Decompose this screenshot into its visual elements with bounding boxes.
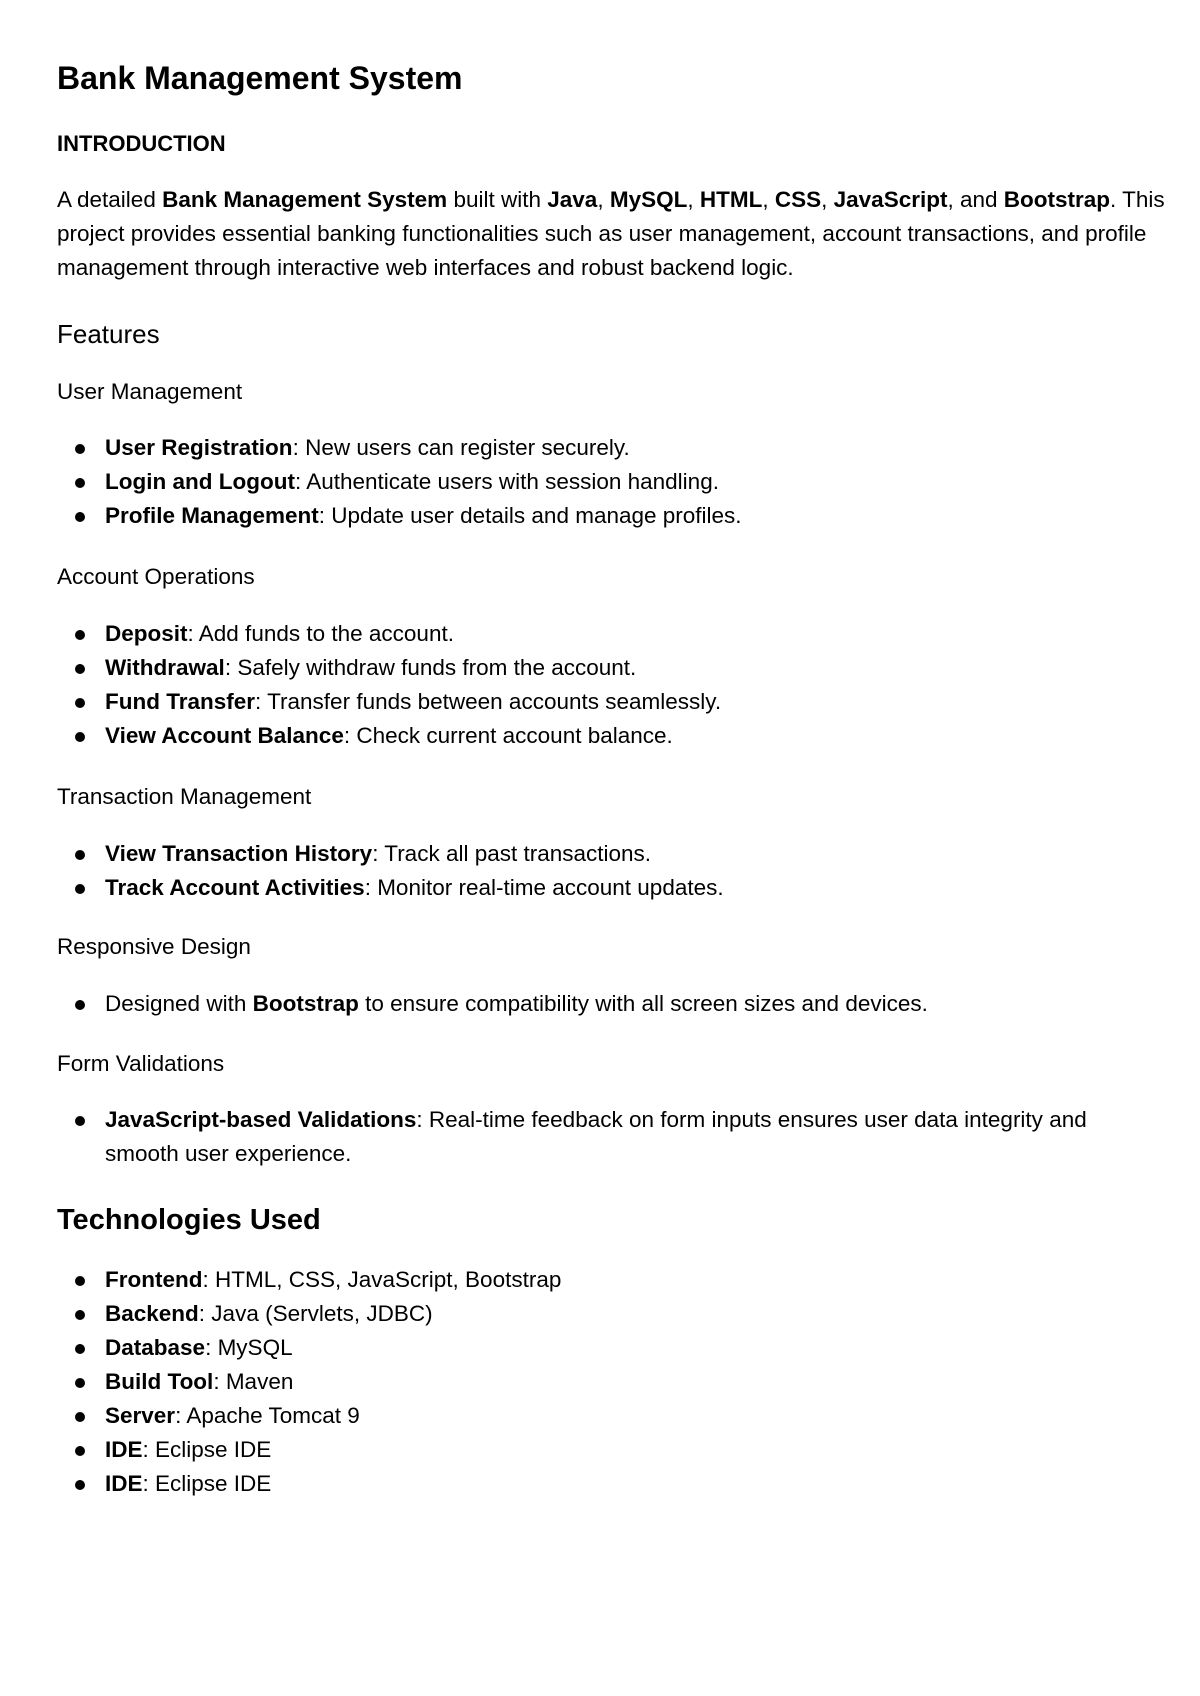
- intro-text: built with: [447, 187, 548, 212]
- bullet-icon: [75, 1276, 85, 1286]
- item-term: Track Account Activities: [105, 875, 365, 900]
- section-heading-transaction-management: Transaction Management: [57, 784, 312, 809]
- intro-bold-text: MySQL: [609, 187, 688, 212]
- bullet-icon: [75, 478, 85, 488]
- account-operations-list: [0, 617, 1200, 753]
- intro-bold-text: Bank Management System: [162, 187, 448, 212]
- bullet-icon: [75, 512, 85, 522]
- list-item: [0, 465, 1200, 499]
- item-description: : MySQL: [205, 1335, 293, 1360]
- section-heading-form-validations: Form Validations: [57, 1051, 225, 1076]
- list-item: [0, 871, 1200, 905]
- list-item: [0, 987, 1200, 1021]
- list-item: [0, 719, 1200, 753]
- item-term: IDE: [105, 1471, 143, 1496]
- intro-text: ,: [762, 187, 775, 212]
- list-item: [0, 431, 1200, 465]
- item-description: : New users can register securely.: [292, 435, 630, 460]
- list-item: [0, 1433, 1200, 1467]
- intro-text: . This project provides essential banking functionalities such as user management, account transactions, and profile management through interactive web interfaces and robust backend logic.: [57, 187, 1165, 280]
- item-description: : Track all past transactions.: [372, 841, 652, 866]
- item-description: Designed with: [105, 991, 253, 1016]
- intro-text: A detailed: [57, 187, 163, 212]
- introduction-heading: INTRODUCTION: [57, 131, 226, 156]
- features-heading: Features: [57, 319, 160, 349]
- list-item: [0, 617, 1200, 651]
- list-item: [0, 1103, 1200, 1171]
- item-term: Deposit: [105, 621, 188, 646]
- list-item: [0, 1365, 1200, 1399]
- responsive-design-list: [0, 987, 1200, 1021]
- bullet-icon: [75, 1378, 85, 1388]
- item-term: Withdrawal: [105, 655, 225, 680]
- item-description: : Update user details and manage profiles.: [318, 503, 742, 528]
- intro-text: ,: [597, 187, 610, 212]
- bullet-icon: [75, 698, 85, 708]
- intro-text: ,: [821, 187, 834, 212]
- bullet-icon: [75, 850, 85, 860]
- bullet-icon: [75, 630, 85, 640]
- intro-text: ,: [687, 187, 700, 212]
- intro-bold-text: CSS: [774, 187, 822, 212]
- item-term: Login and Logout: [105, 469, 295, 494]
- document-title: Bank Management System: [57, 60, 463, 96]
- item-term: Bootstrap: [252, 991, 359, 1016]
- item-description: : Authenticate users with session handling.: [294, 469, 719, 494]
- bullet-icon: [75, 1480, 85, 1490]
- item-description: : Java (Servlets, JDBC): [198, 1301, 433, 1326]
- intro-text: , and: [947, 187, 1004, 212]
- item-description: : Check current account balance.: [343, 723, 673, 748]
- item-term: IDE: [105, 1437, 143, 1462]
- item-term: Frontend: [105, 1267, 203, 1292]
- item-description: : Apache Tomcat 9: [175, 1403, 360, 1428]
- technologies-list: [0, 1263, 1200, 1501]
- list-item: [0, 651, 1200, 685]
- item-description: : Eclipse IDE: [142, 1471, 272, 1496]
- item-description: to ensure compatibility with all screen sizes and devices.: [358, 991, 928, 1016]
- user-management-list: [0, 431, 1200, 533]
- intro-bold-text: JavaScript: [833, 187, 948, 212]
- list-item: [0, 1467, 1200, 1501]
- form-validations-list: [0, 1103, 1200, 1171]
- section-heading-account-operations: Account Operations: [57, 564, 255, 589]
- list-item: [0, 499, 1200, 533]
- bullet-icon: [75, 1412, 85, 1422]
- list-item: [0, 1399, 1200, 1433]
- list-item: [0, 1331, 1200, 1365]
- item-term: View Account Balance: [105, 723, 344, 748]
- item-term: Database: [105, 1335, 206, 1360]
- transaction-management-list: [0, 837, 1200, 905]
- intro-bold-text: Bootstrap: [1003, 187, 1111, 212]
- item-description: : HTML, CSS, JavaScript, Bootstrap: [202, 1267, 562, 1292]
- item-term: User Registration: [105, 435, 293, 460]
- bullet-icon: [75, 1116, 85, 1126]
- item-description: : Eclipse IDE: [142, 1437, 272, 1462]
- item-term: JavaScript-based Validations: [105, 1107, 417, 1132]
- technologies-heading: Technologies Used: [57, 1204, 321, 1236]
- item-term: Server: [105, 1403, 176, 1428]
- list-item: [0, 1297, 1200, 1331]
- bullet-icon: [75, 1000, 85, 1010]
- intro-bold-text: Java: [547, 187, 598, 212]
- introduction-paragraph: [57, 183, 1172, 285]
- bullet-icon: [75, 1446, 85, 1456]
- item-description: : Safely withdraw funds from the account.: [224, 655, 637, 680]
- intro-bold-text: HTML: [699, 187, 763, 212]
- list-item: [0, 685, 1200, 719]
- section-heading-responsive-design: Responsive Design: [57, 934, 251, 959]
- item-description: : Maven: [213, 1369, 294, 1394]
- bullet-icon: [75, 1310, 85, 1320]
- list-item: [0, 1263, 1200, 1297]
- item-term: Profile Management: [105, 503, 319, 528]
- section-heading-user-management: User Management: [57, 379, 243, 404]
- item-description: : Real-time feedback on form inputs ensures user data integrity and smooth user experience.: [105, 1107, 1087, 1166]
- bullet-icon: [75, 884, 85, 894]
- bullet-icon: [75, 444, 85, 454]
- item-term: Backend: [105, 1301, 199, 1326]
- item-term: Build Tool: [105, 1369, 214, 1394]
- bullet-icon: [75, 732, 85, 742]
- item-description: : Transfer funds between accounts seamlessly.: [255, 689, 722, 714]
- list-item: [0, 837, 1200, 871]
- item-description: : Add funds to the account.: [187, 621, 454, 646]
- item-term: View Transaction History: [105, 841, 373, 866]
- item-description: : Monitor real-time account updates.: [364, 875, 724, 900]
- item-term: Fund Transfer: [105, 689, 256, 714]
- bullet-icon: [75, 664, 85, 674]
- bullet-icon: [75, 1344, 85, 1354]
